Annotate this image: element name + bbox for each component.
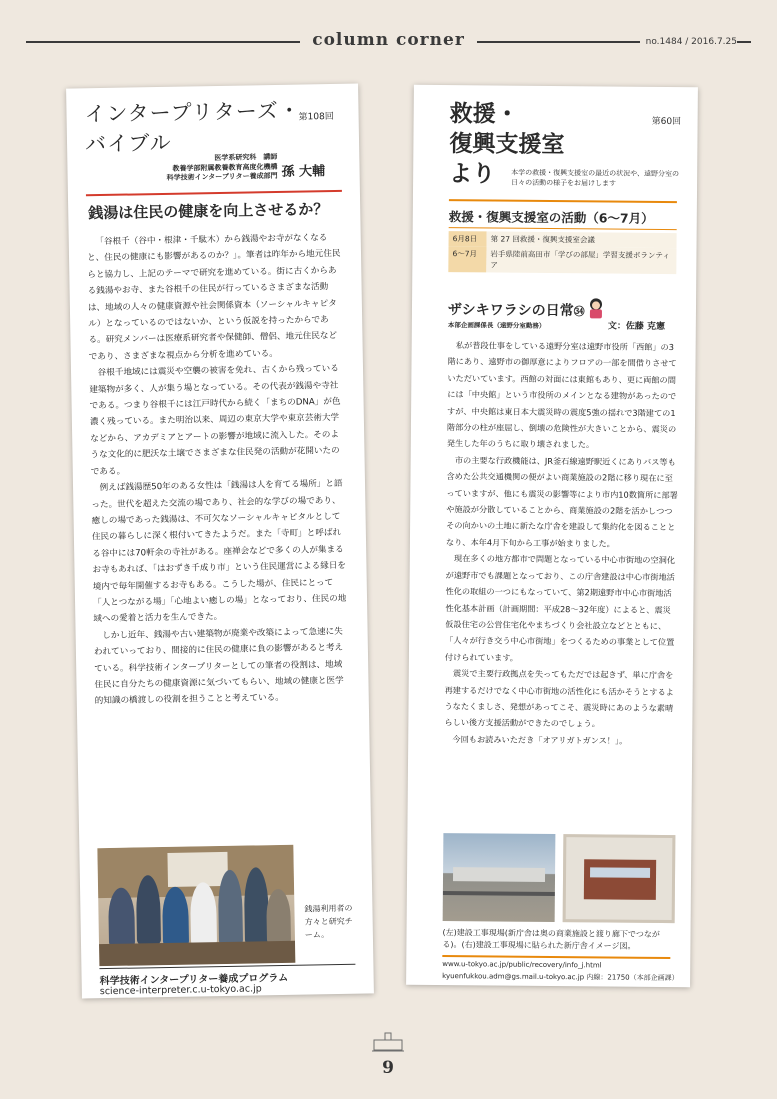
- paragraph: 「谷根千（谷中・根津・千駄木）から銭湯やお寺がなくなると、住民の健康にも影響があるのか？」。筆者は昨年から地元住民らと協力し、上記のテーマで研究を進めている。街に古くからある銭湯やお寺、また谷根千の住民が行っているさまざまな活動は、地域の人々の健康資源や社会関係資本（ソーシャルキャピタル）となっているのではないか、という仮説を持ったからである。研究メンバーは医療系研究者や保健師、僧侶、地元住民などであり、さまざまな視点から分析を進めている。: [86, 233, 341, 363]
- research-team-photo: [97, 845, 295, 966]
- author-affiliation: 医学系研究科 講師 教養学部附属教養教育高度化機構 科学技術インタープリター養成部門: [166, 152, 278, 182]
- paragraph: 現在多くの地方都市で問題となっている中心市街地の空洞化が遠野市でも課題となっており、この庁舎建設は中心市街地活性化の取組の一つにもなっていて、第2期遠野市中心市街地活性化基本計画（計画期間：平成28〜32年度）によると、震災仮設住宅の公営住宅化やまちづくり会社設立などとともに、「人々が行き交う中心市街地」をつくるための事業として位置付けられています。: [444, 553, 676, 663]
- footer-extension: 内線：21750（本部企画課）: [586, 973, 679, 983]
- brand-title: column corner: [0, 30, 777, 50]
- schedule-row: [448, 246, 676, 274]
- left-divider: [86, 190, 342, 196]
- issue-label: no.1484 / 2016.7.25: [640, 37, 737, 47]
- photo-fence: [443, 891, 555, 896]
- left-title-2: バイブル: [84, 130, 172, 157]
- page-header: [0, 0, 777, 62]
- paragraph: 震災で主要行政拠点を失ってもただでは起きず、単に庁舎を再建するだけでなく中心市街地の活性化にも活かそうとするようなたくましさ、発想があってこそ、震災時にあのような素晴らしい後方支援活動ができたのでしょう。: [444, 668, 674, 729]
- interpreters-bible-card: [66, 84, 374, 999]
- schedule-table: [448, 231, 676, 274]
- university-building-icon: [368, 1030, 408, 1056]
- column-title: ザシキワラシの日常㉞: [447, 302, 585, 320]
- zashikiwarashi-icon: [588, 298, 604, 318]
- photo-building: [453, 867, 545, 882]
- right-divider-2: [449, 227, 677, 230]
- right-subtitle: 本学の救援・復興支援室の最近の状況や、遠野分室の日々の活動の様子をお届けします: [511, 168, 680, 188]
- photo-caption: 銭湯利用者の方々と研究チーム。: [304, 903, 353, 940]
- right-title: 救援・ 復興支援室 より: [449, 100, 565, 188]
- left-installment: 第108回: [298, 111, 334, 123]
- right-installment: 第60回: [651, 116, 682, 128]
- schedule-date: 6〜7月: [448, 246, 486, 272]
- photo-rendering-building: [584, 859, 656, 900]
- column-body: [444, 337, 680, 749]
- construction-site-photo: [443, 833, 556, 922]
- footer-url[interactable]: www.u-tokyo.ac.jp/public/recovery/info_j.html: [442, 960, 602, 970]
- schedule-date: 6月8日: [449, 231, 487, 246]
- page-number: 9: [382, 1058, 394, 1078]
- footer-url[interactable]: science-interpreter.c.u-tokyo.ac.jp: [99, 983, 262, 998]
- paragraph: 市の主要な行政機能は、JR釜石線遠野駅近くにありバス等も含めた公共交通機関の便がよい商業施設の2階に移り現在に至っていますが、他にも震災の影響等により市内10数箇所に部署や施設が分散していることから、商業施設の2階を活かしつつその向かいの土地に新たな庁舎を建設して集約化を図ることとなり、本年4月下旬から工事が始まりました。: [445, 454, 678, 549]
- photo-rendering-windows: [590, 867, 650, 878]
- left-title-1: インタープリターズ・: [84, 98, 301, 127]
- author-name: 孫 大輔: [281, 164, 326, 180]
- photo-table: [99, 941, 295, 966]
- paragraph: しかし近年、銭湯や古い建築物が廃業や改築によって急速に失われていっており、間接的に住民の健康に負の影響があると考えている。科学技術インタープリターとしての筆者の役割は、地域住民に自分たちの健康資源に気づいてもらい、地域の健康と医学的知識の橋渡しの役割を担うことと考えている。: [93, 626, 344, 707]
- schedule-text: 第 27 回救援・復興支援室会議: [487, 231, 677, 248]
- paragraph: 谷根千地域には震災や空襲の被害を免れ、古くから残っている建築物が多く、人が集う場となっている。その代表が銭湯や寺社である。つまり谷根千には江戸時代から続く「まちのDNA」が色濃く残っている。また明治以来、周辺の東京大学や東京芸術大学などから、アカデミアとアートの影響が地域に流入した。そのような文化的に肥沃な土壌でさまざまな住民発の活動が花開いたのである。: [89, 364, 341, 477]
- photo-person: [266, 889, 291, 945]
- column-author: 文：佐藤 克憲: [607, 321, 666, 332]
- new-office-image-photo: [563, 834, 676, 923]
- activity-heading: 救援・復興支援室の活動（6〜7月）: [448, 209, 654, 226]
- paragraph: 今回もお読みいただき「オアリガトガンス！」。: [452, 733, 628, 746]
- footer-email[interactable]: kyuenfukkou.adm@gs.mail.u-tokyo.ac.jp: [442, 972, 585, 982]
- right-divider-1: [449, 199, 677, 203]
- photo-window: [167, 852, 228, 887]
- schedule-text: 岩手県陸前高田市「学びの部屋」学習支援ボランティア: [486, 246, 676, 274]
- column-author-role: 本部企画課係長（遠野分室勤務）: [447, 321, 546, 330]
- footer-mail: [442, 971, 679, 983]
- paragraph: 例えば銭湯歴50年のある女性は「銭湯は人を育てる場所」と語った。世代を超えた交流の場であり、社会的な学びの場であり、癒しの場であった銭湯は、不可欠なソーシャルキャピタルとして住民の暮らしに深く根付いてきたようだ。また「寺町」と呼ばれる谷中には70軒余の寺社がある。座禅会などで多くの人が集まるお寺もあれば、「はおずき千成り市」という住民運営による縁日を境内で毎年開催するお寺もある。こうした場が、住民にとって「人とつながる場」「心地よい癒しの場」となっており、住民の地域への愛着と活力を生んできた。: [91, 478, 347, 625]
- article-heading: 銭湯は住民の健康を向上させるか？: [88, 200, 329, 223]
- article-body: [87, 230, 351, 710]
- photo-caption: (左)建設工事現場(新庁舎は奥の商業施設と渡り廊下でつながる)。(右)建設工事現場に貼られた新庁舎イメージ図。: [442, 928, 660, 951]
- footer-program: 科学技術インタープリター養成プログラム: [99, 972, 289, 988]
- recovery-office-card: [406, 85, 698, 987]
- paragraph: 私が普段仕事をしている遠野分室は遠野市役所「西館」の3階にあり、遠野市の御厚意によりフロアの一部を間借りさせていただいています。西館の対面には東館もあり、更に両館の間には「中央館」という市役所のメインとなる建物があったのですが、中央館は東日本大震災時の震度5強の揺れで3階建ての1階部分の柱が座屈し、倒壊の危険性が大きいことから、震災の発生した年のうちに取り壊されました。: [446, 340, 677, 450]
